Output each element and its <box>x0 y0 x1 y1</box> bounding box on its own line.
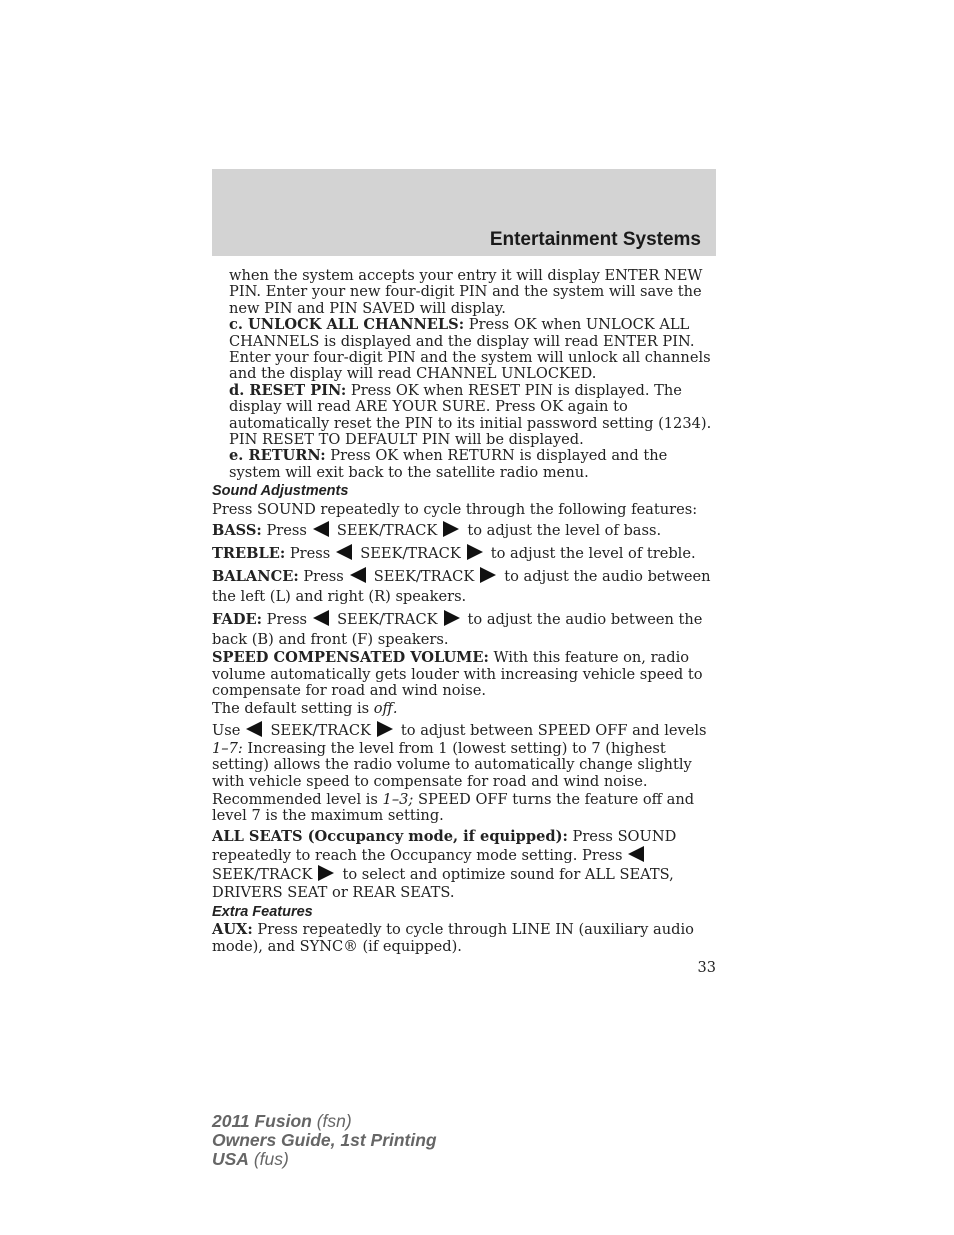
footer-guide-line: Owners Guide, 1st Printing <box>212 1130 437 1150</box>
seek-right-arrow-icon <box>377 721 393 737</box>
all-seats-paragraph: ALL SEATS (Occupancy mode, if equipped): Press SOUND repeatedly to reach the Occupancy mode setting. Press SEEK/TRACK to select and optimize sound for ALL SEATS, DRIVERS SEAT or REAR SEATS. <box>212 827 677 901</box>
aux-paragraph: AUX: Press repeatedly to cycle through LINE IN (auxiliary audio mode), and SYNC® (if equipped). <box>212 921 694 955</box>
return-paragraph: e. RETURN: Press OK when RETURN is displayed and the system will exit back to the satellite radio menu. <box>229 447 668 481</box>
bass-paragraph: BASS: Press SEEK/TRACK to adjust the level of bass. <box>212 522 662 540</box>
page-number: 33 <box>697 960 716 976</box>
use-paragraph: Use SEEK/TRACK to adjust between SPEED OFF and levels <box>212 721 707 739</box>
levels-paragraph: 1–7: Increasing the level from 1 (lowest setting) to 7 (highest setting) allows the radio volume to automatically change slightly with vehicle speed to compensate for road and wind noise. <box>212 739 692 790</box>
seek-right-arrow-icon <box>443 521 459 537</box>
unlock-paragraph: c. UNLOCK ALL CHANNELS: Press OK when UNLOCK ALL CHANNELS is displayed and the display will read ENTER PIN. Enter your four-digit PIN and the system will unlock all channels and the display will read CHANNEL UNLOCKED. <box>229 316 711 383</box>
fade-paragraph: FADE: Press SEEK/TRACK to adjust the audio between the back (B) and front (F) speakers. <box>212 611 703 649</box>
footer <box>212 1112 437 1169</box>
extra-features-heading: Extra Features <box>212 903 313 920</box>
seek-right-arrow-icon <box>318 865 334 881</box>
seek-right-arrow-icon <box>467 544 483 560</box>
sound-intro: Press SOUND repeatedly to cycle through the following features: <box>212 500 698 518</box>
pin-section <box>212 268 717 481</box>
balance-paragraph: BALANCE: Press SEEK/TRACK to adjust the audio between the left (L) and right (R) speakers. <box>212 568 711 606</box>
footer-region-line: USA (fus) <box>212 1149 289 1169</box>
reset-paragraph: d. RESET PIN: Press OK when RESET PIN is displayed. The display will read ARE YOUR SURE. Press OK again to automatically reset the PIN to its initial password setting (1234). PIN RESET TO DEFAULT PIN will be displayed. <box>229 381 712 449</box>
recommended-paragraph: Recommended level is 1–3; SPEED OFF turns the feature off and level 7 is the maximum setting. <box>212 790 695 825</box>
seek-left-arrow-icon <box>336 544 352 560</box>
section-header-band <box>212 169 716 256</box>
seek-left-arrow-icon <box>350 567 366 583</box>
section-title: Entertainment Systems <box>489 229 701 250</box>
treble-paragraph: TREBLE: Press SEEK/TRACK to adjust the level of treble. <box>212 545 696 563</box>
speed-compensated-paragraph: SPEED COMPENSATED VOLUME: With this feature on, radio volume automatically gets louder with increasing vehicle speed to compensate for road and wind noise. <box>212 649 703 699</box>
seek-left-arrow-icon <box>313 610 329 626</box>
seek-left-arrow-icon <box>313 521 329 537</box>
page-content <box>212 268 717 955</box>
pin-intro: when the system accepts your entry it will display ENTER NEW PIN. Enter your new four-digit PIN and the system will save the new PIN and PIN SAVED will display. <box>229 267 703 317</box>
seek-right-arrow-icon <box>444 610 460 626</box>
default-setting: The default setting is off. <box>212 700 398 718</box>
seek-left-arrow-icon <box>246 721 262 737</box>
seek-right-arrow-icon <box>480 567 496 583</box>
footer-model-line: 2011 Fusion (fsn) <box>212 1111 352 1131</box>
seek-left-arrow-icon <box>628 846 644 862</box>
sound-adjustments-heading: Sound Adjustments <box>212 483 349 500</box>
